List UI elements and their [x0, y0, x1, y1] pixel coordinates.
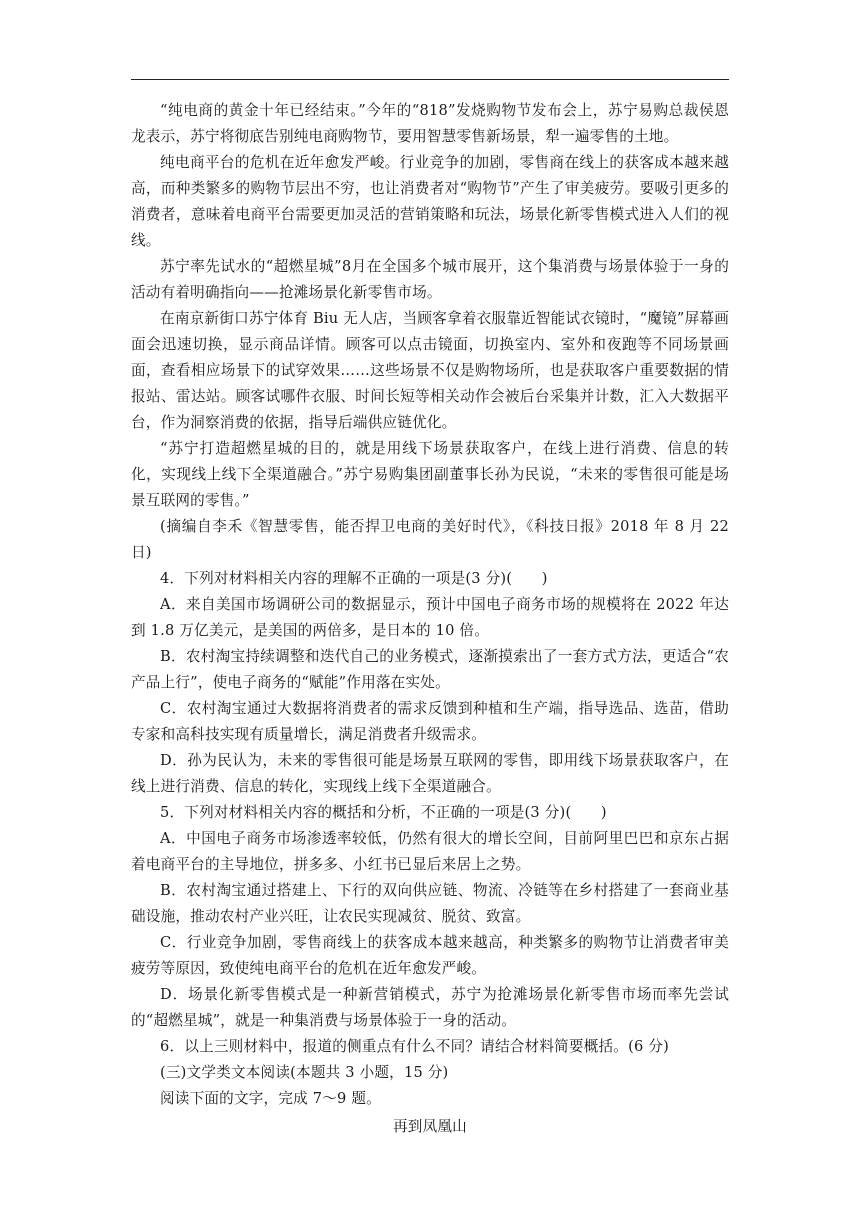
- option-5c: C．行业竞争加剧，零售商线上的获客成本越来越高，种类繁多的购物节让消费者审美疲劳等原因，致使纯电商平台的危机在近年愈发严峻。: [131, 934, 729, 977]
- option-4c: C．农村淘宝通过大数据将消费者的需求反馈到种植和生产端，指导选品、选苗，借助专家和高科技实现有质量增长，满足消费者升级需求。: [131, 700, 729, 743]
- reading-instruction: 阅读下面的文字，完成 7～9 题。: [160, 1090, 381, 1107]
- paragraph: “纯电商的黄金十年已经结束。”今年的“818”发烧购物节发布会上，苏宁易购总裁侯恩龙表示，苏宁将彻底告别纯电商购物节，要用智慧零售新场景，犁一遍零售的土地。: [131, 102, 729, 145]
- paragraph: “苏宁打造超燃星城的目的，就是用线下场景获取客户，在线上进行消费、信息的转化，实现线上线下全渠道融合。”苏宁易购集团副董事长孙为民说，“未来的零售很可能是场景互联网的零售。”: [131, 440, 729, 509]
- section-heading: (三)文学类文本阅读(本题共 3 小题，15 分): [160, 1064, 449, 1081]
- paragraph: 苏宁率先试水的“超燃星城”8月在全国多个城市展开，这个集消费与场景体验于一身的活动有着明确指向——抢滩场景化新零售市场。: [131, 258, 729, 301]
- article-title: 再到凤凰山: [393, 1118, 467, 1135]
- source-citation: (摘编自李禾《智慧零售，能否捍卫电商的美好时代》，《科技日报》2018 年 8 月 22 日): [131, 518, 729, 561]
- question-6: 6．以上三则材料中，报道的侧重点有什么不同？请结合材料简要概括。(6 分): [160, 1038, 669, 1055]
- option-5d: D．场景化新零售模式是一种新营销模式，苏宁为抢滩场景化新零售市场而率先尝试的“超燃星城”，就是一种集消费与场景体验于一身的活动。: [131, 986, 729, 1029]
- paragraph: 纯电商平台的危机在近年愈发严峻。行业竞争的加剧，零售商在线上的获客成本越来越高，而种类繁多的购物节层出不穷，也让消费者对“购物节”产生了审美疲劳。要吸引更多的消费者，意味着电商平台需要更加灵活的营销策略和玩法，场景化新零售模式进入人们的视线。: [131, 154, 729, 249]
- option-4d: D．孙为民认为，未来的零售很可能是场景互联网的零售，即用线下场景获取客户，在线上进行消费、信息的转化，实现线上线下全渠道融合。: [131, 752, 729, 795]
- option-5a: A．中国电子商务市场渗透率较低，仍然有很大的增长空间，目前阿里巴巴和京东占据着电商平台的主导地位，拼多多、小红书已显后来居上之势。: [131, 830, 729, 873]
- question-4: 4．下列对材料相关内容的理解不正确的一项是(3 分)( ): [160, 570, 548, 587]
- question-5: 5．下列对材料相关内容的概括和分析，不正确的一项是(3 分)( ): [160, 804, 607, 821]
- option-4b: B．农村淘宝持续调整和迭代自己的业务模式，逐渐摸索出了一套方式方法，更适合“农产品上行”，使电子商务的“赋能”作用落在实处。: [131, 648, 729, 691]
- document-body: [131, 98, 729, 1140]
- option-4a: A．来自美国市场调研公司的数据显示，预计中国电子商务市场的规模将在 2022 年达到 1.8 万亿美元，是美国的两倍多，是日本的 10 倍。: [131, 596, 729, 639]
- header-rule: [131, 79, 729, 80]
- paragraph: 在南京新街口苏宁体育 Biu 无人店，当顾客拿着衣服靠近智能试衣镜时，“魔镜”屏幕画面会迅速切换，显示商品详情。顾客可以点击镜面，切换室内、室外和夜跑等不同场景画面，查看相应场景下的试穿效果……这些场景不仅是购物场所，也是获取客户重要数据的情报站、雷达站。顾客试哪件衣服、时间长短等相关动作会被后台采集并计数，汇入大数据平台，作为洞察消费的依据，指导后端供应链优化。: [131, 310, 729, 431]
- option-5b: B．农村淘宝通过搭建上、下行的双向供应链、物流、冷链等在乡村搭建了一套商业基础设施，推动农村产业兴旺，让农民实现减贫、脱贫、致富。: [131, 882, 729, 925]
